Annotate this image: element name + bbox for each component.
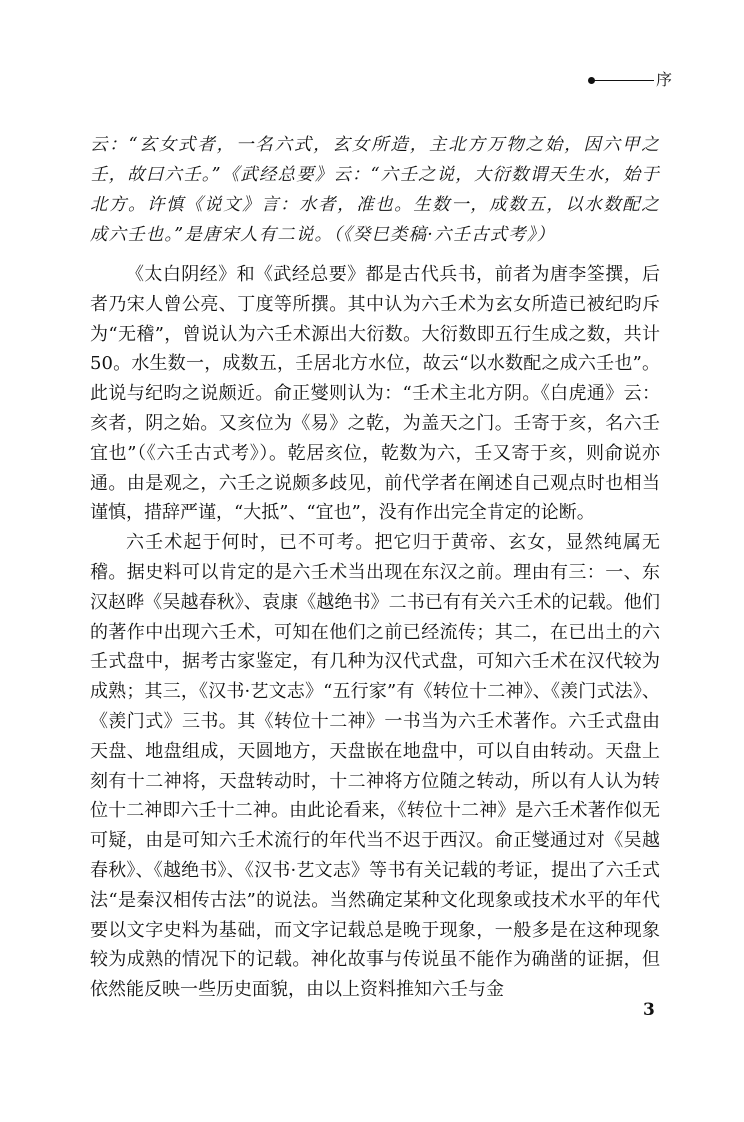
page-number: 3 [643, 1000, 655, 1020]
block-quote: 云：“玄女式者，一名六式，玄女所造，主北方万物之始，因六甲之壬，故曰六壬。”《武经总要》云：“六壬之说，大衍数谓天生水，始于北方。许慎《说文》言：水者，准也。生数一，成数五，以水数配之成六壬也。”是唐宋人有二说。（《癸巳类稿·六壬古式考》） [90, 135, 660, 245]
body-paragraph-2: 六壬术起于何时，已不可考。把它归于黄帝、玄女，显然纯属无稽。据史料可以肯定的是六壬术当出现在东汉之前。理由有三：一、东汉赵晔《吴越春秋》、袁康《越绝书》二书已有有关六壬术的记载。他们的著作中出现六壬术，可知在他们之前已经流传；其二，在已出土的六壬式盘中，据考古家鉴定，有几种为汉代式盘，可知六壬术在汉代较为成熟；其三，《汉书·艺文志》“五行家”有《转位十二神》、《羡门式法》、《羡门式》三书。其《转位十二神》一书当为六壬术著作。六壬式盘由天盘、地盘组成，天圆地方，天盘嵌在地盘中，可以自由转动。天盘上刻有十二神将，天盘转动时，十二神将方位随之转动，所以有人认为转位十二神即六壬十二神。由此论看来，《转位十二神》是六壬术著作似无可疑，由是可知六壬术流行的年代当不迟于西汉。俞正燮通过对《吴越春秋》、《越绝书》、《汉书·艺文志》等书有关记载的考证，提出了六壬式法“是秦汉相传古法”的说法。当然确定某种文化现象或技术水平的年代要以文字史料为基础，而文字记载总是晚于现象，一般多是在这种现象较为成熟的情况下的记载。神化故事与传说虽不能作为确凿的证据，但依然能反映一些历史面貌，由以上资料推知六壬与金 [90, 532, 660, 1001]
running-head-rule [594, 80, 654, 81]
body-paragraph-1: 《太白阴经》和《武经总要》都是古代兵书，前者为唐李筌撰，后者乃宋人曾公亮、丁度等所撰。其中认为六壬术为玄女所造已被纪昀斥为“无稽”，曾说认为六壬术源出大衍数。大衍数即五行生成之数，共计50。水生数一，成数五，壬居北方水位，故云“以水数配之成六壬也”。此说与纪昀之说颇近。俞正燮则认为：“壬术主北方阴。《白虎通》云：亥者，阴之始。又亥位为《易》之乾，为盖天之门。壬寄于亥，名六壬宜也”（《六壬古式考》）。乾居亥位，乾数为六，壬又寄于亥，则俞说亦通。由是观之，六壬之说颇多歧见，前代学者在阐述自己观点时也相当谨慎，措辞严谨，“大抵”、“宜也”，没有作出完全肯定的论断。 [90, 264, 660, 524]
running-head [588, 70, 676, 90]
page-body [90, 130, 660, 1005]
running-head-section: 序 [656, 70, 673, 89]
